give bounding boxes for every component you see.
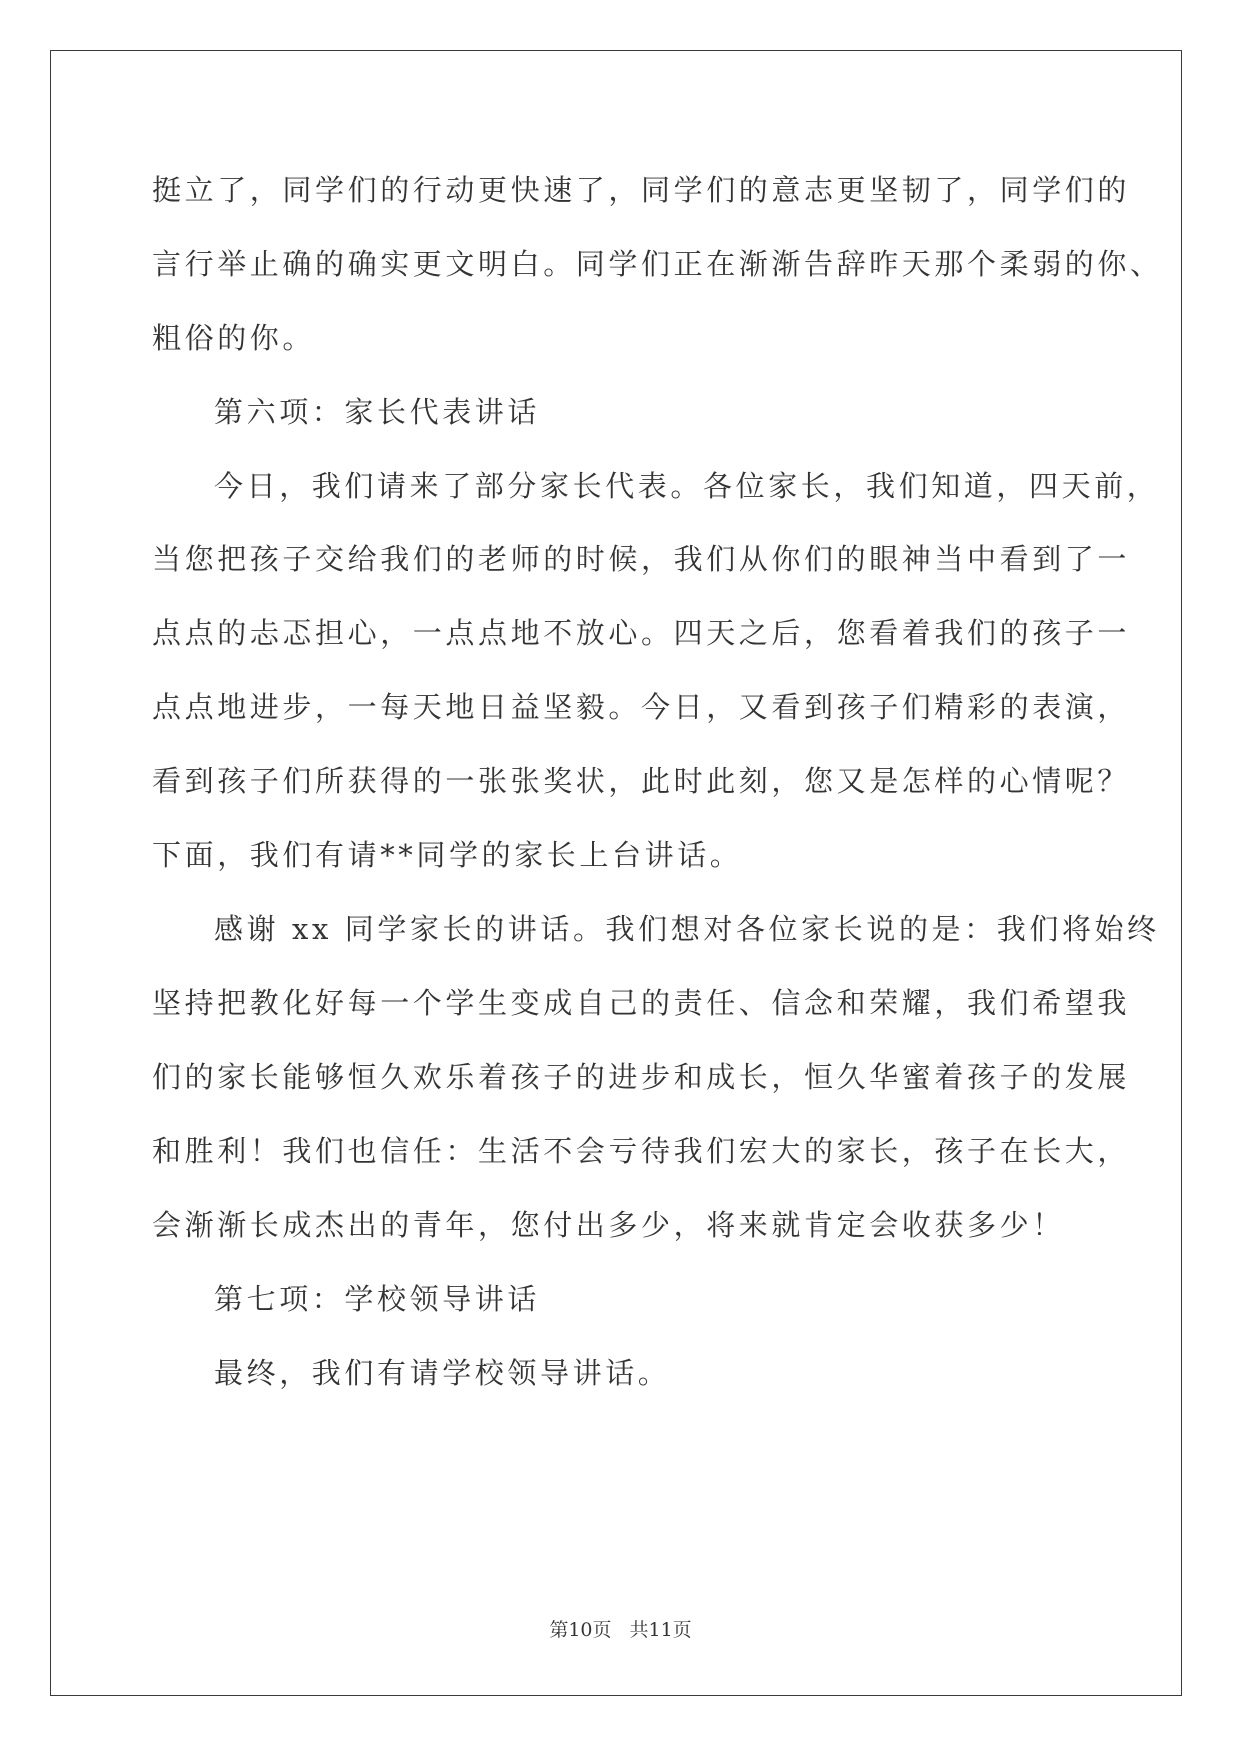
paragraph-line: 今日，我们请来了部分家长代表。各位家长，我们知道，四天前， bbox=[214, 469, 1160, 503]
paragraph-line: 感谢 xx 同学家长的讲话。我们想对各位家长说的是：我们将始终 bbox=[214, 912, 1160, 946]
paragraph-line: 挺立了，同学们的行动更快速了，同学们的意志更坚韧了，同学们的 bbox=[152, 173, 1131, 207]
paragraph-line: 点点地进步，一每天地日益坚毅。今日，又看到孩子们精彩的表演， bbox=[152, 690, 1131, 724]
paragraph-line: 们的家长能够恒久欢乐着孩子的进步和成长，恒久华蜜着孩子的发展 bbox=[152, 1060, 1131, 1094]
paragraph-line: 粗俗的你。 bbox=[152, 321, 316, 355]
page-footer bbox=[0, 1618, 1241, 1642]
paragraph-line: 当您把孩子交给我们的老师的时候，我们从你们的眼神当中看到了一 bbox=[152, 542, 1131, 576]
paragraph-line: 坚持把教化好每一个学生变成自己的责任、信念和荣耀，我们希望我 bbox=[152, 986, 1131, 1020]
paragraph-line: 最终，我们有请学校领导讲话。 bbox=[214, 1356, 671, 1390]
paragraph-line: 点点的忐忑担心，一点点地不放心。四天之后，您看着我们的孩子一 bbox=[152, 616, 1131, 650]
paragraph-line: 言行举止确的确实更文明白。同学们正在渐渐告辞昨天那个柔弱的你、 bbox=[152, 247, 1163, 281]
page-border bbox=[50, 50, 1182, 1696]
section-heading-item-7: 第七项：学校领导讲话 bbox=[214, 1282, 541, 1316]
paragraph-line: 会渐渐长成杰出的青年，您付出多少，将来就肯定会收获多少！ bbox=[152, 1208, 1065, 1242]
total-page-count: 共11页 bbox=[629, 1619, 692, 1641]
current-page-number: 第10页 bbox=[549, 1619, 612, 1641]
paragraph-line: 下面，我们有请**同学的家长上台讲话。 bbox=[152, 838, 743, 872]
paragraph-line: 和胜利！我们也信任：生活不会亏待我们宏大的家长，孩子在长大， bbox=[152, 1134, 1131, 1168]
paragraph-line: 看到孩子们所获得的一张张奖状，此时此刻，您又是怎样的心情呢？ bbox=[152, 764, 1131, 798]
section-heading-item-6: 第六项：家长代表讲话 bbox=[214, 395, 541, 429]
